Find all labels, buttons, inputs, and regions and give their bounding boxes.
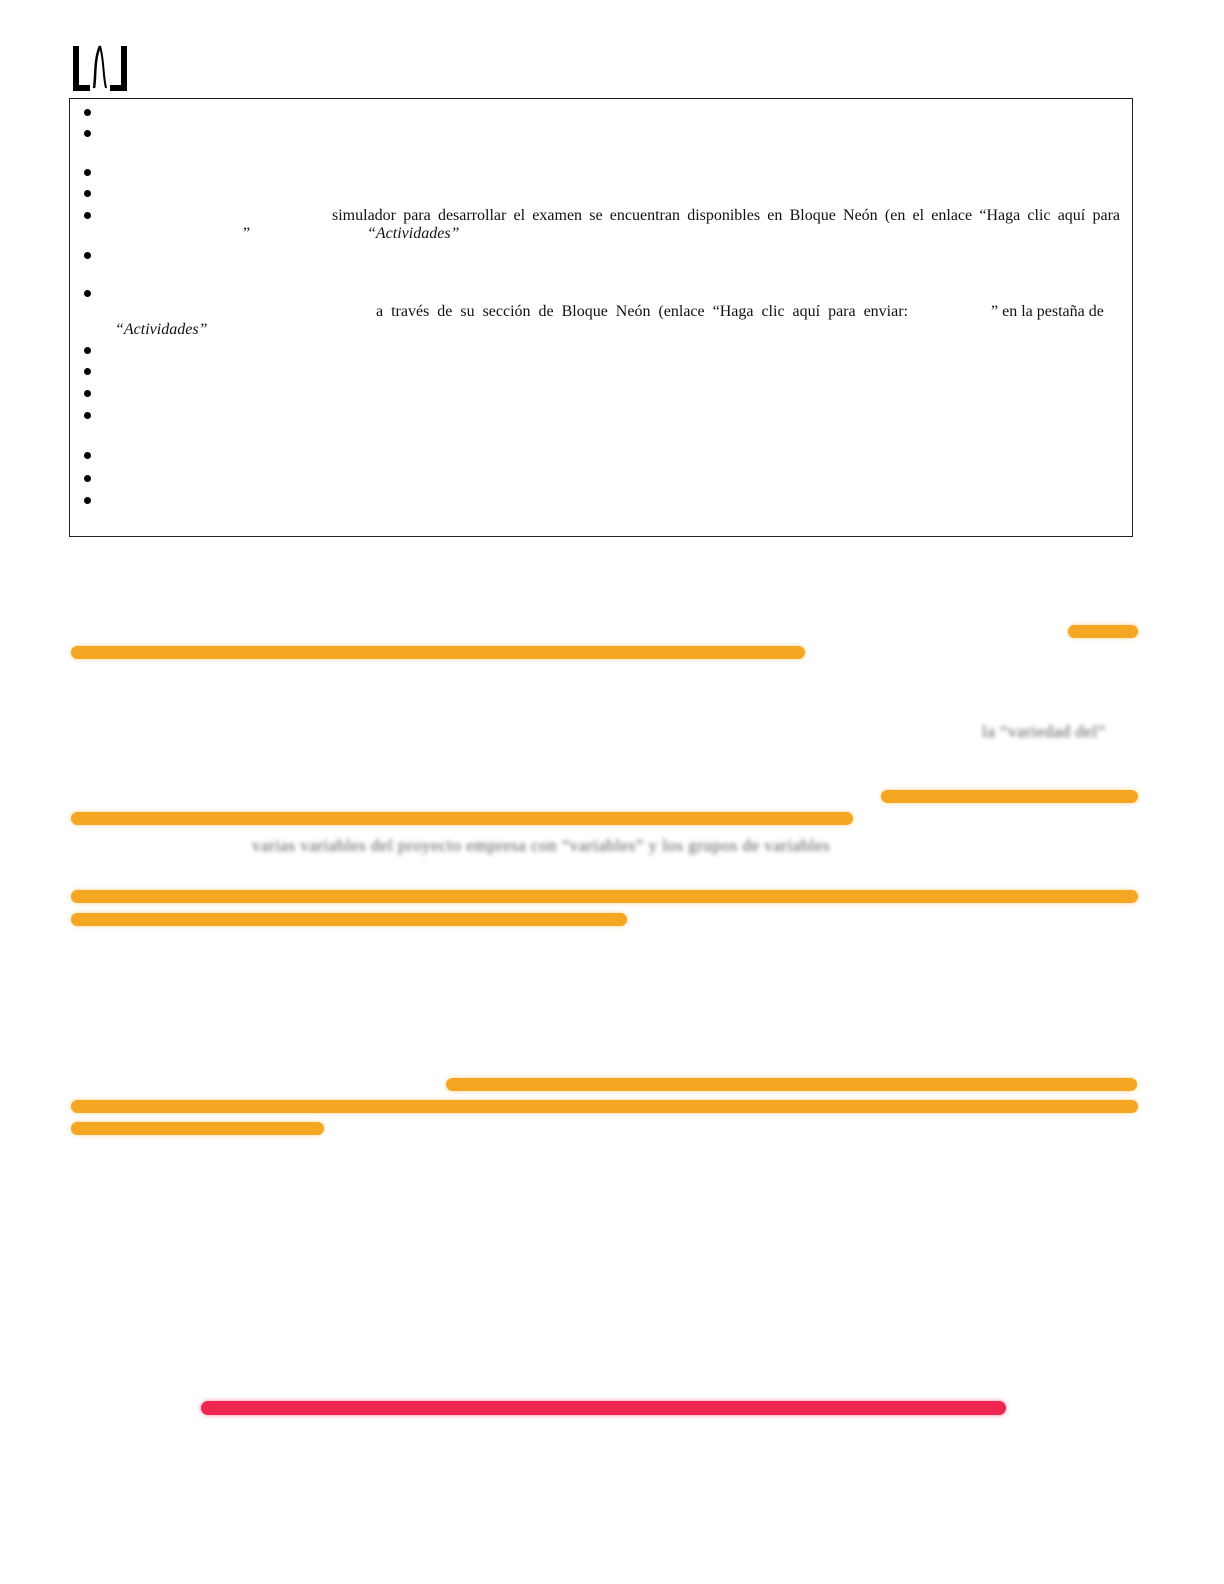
blurred-text: la “variedad del”: [982, 722, 1106, 741]
list-bullet: [84, 130, 91, 137]
list-bullet: [84, 452, 91, 459]
redaction-bar: [71, 646, 805, 659]
submit-instruction-text: a través de su sección de Bloque Neón (enlace “Haga clic aquí para enviar:: [376, 303, 908, 320]
list-bullet: [84, 368, 91, 375]
redaction-bar-red: [201, 1401, 1006, 1415]
list-bullet: [84, 190, 91, 197]
list-bullet: [84, 412, 91, 419]
instructions-box: [69, 98, 1133, 537]
list-bullet: [84, 475, 91, 482]
redaction-bar: [71, 1122, 324, 1135]
list-bullet: [84, 497, 91, 504]
redaction-bar: [71, 812, 853, 825]
blurred-text: varias variables del proyecto empresa con “variables” y los grupos de variables: [252, 836, 831, 855]
simulator-instruction-text: simulador para desarrollar el examen se encuentran disponibles en Bloque Neón (en el enlace “Haga clic aquí para: [332, 207, 1120, 224]
university-logo-icon: [70, 40, 130, 96]
list-bullet: [84, 212, 91, 219]
activities-tab-name: “Actividades”: [115, 321, 208, 338]
redaction-bar: [71, 1100, 1138, 1113]
redaction-bar: [446, 1078, 1137, 1091]
submit-instruction-tail: ” en la pestaña de: [991, 303, 1104, 320]
activities-tab-name: “Actividades”: [367, 225, 460, 242]
list-bullet: [84, 109, 91, 116]
redaction-bar: [1068, 625, 1138, 638]
redaction-bar: [71, 890, 1138, 903]
redaction-bar: [881, 790, 1138, 803]
list-bullet: [84, 252, 91, 259]
list-bullet: [84, 290, 91, 297]
list-bullet: [84, 390, 91, 397]
list-bullet: [84, 347, 91, 354]
closing-quote: ”: [243, 225, 251, 242]
redaction-bar: [71, 913, 627, 926]
list-bullet: [84, 169, 91, 176]
